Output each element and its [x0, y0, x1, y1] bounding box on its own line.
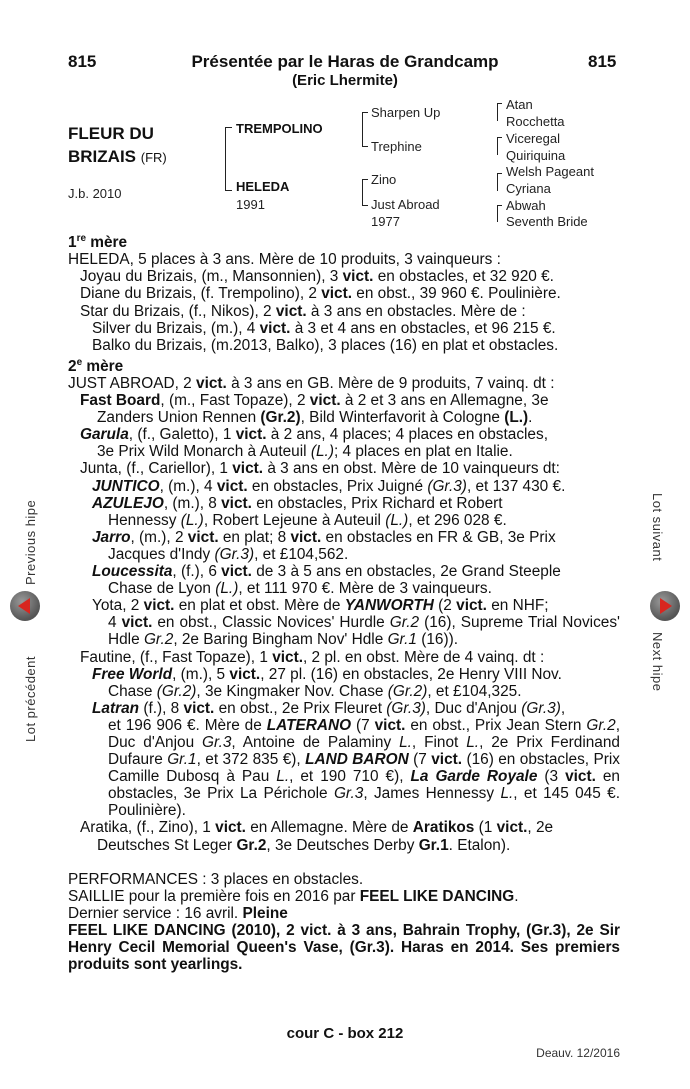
produce-record: Joyau du Brizais, (m., Mansonnien), 3 vict. en obstacles, et 32 920 €.	[80, 268, 554, 286]
consignor-title: Présentée par le Haras de Grandcamp	[191, 52, 499, 71]
pedigree-g1: Atan	[506, 97, 533, 112]
produce-record: Diane du Brizais, (f. Trempolino), 2 vict. en obst., 39 960 €. Poulinière.	[80, 285, 561, 303]
pedigree-bracket-6	[497, 173, 498, 191]
produce-record: Garula, (f., Galetto), 1 vict. à 2 ans, 4 places; 4 places en obstacles, 3e Prix Wild Monarch à Auteuil (L.); 4 places en plat en Italie.	[80, 426, 548, 461]
pedigree-bracket-3	[362, 179, 363, 205]
last-service: Dernier service : 16 avril. Pleine	[68, 904, 288, 922]
pedigree-tick	[362, 205, 368, 206]
pedigree-dam-dam: Just Abroad	[371, 197, 440, 212]
pedigree-g6: Cyriana	[506, 181, 551, 196]
family-records	[68, 230, 620, 973]
pedigree-tick	[362, 179, 368, 180]
pedigree-bracket-2	[362, 112, 363, 146]
lot-number-left: 815	[68, 52, 97, 71]
horse-name-line2	[68, 147, 167, 167]
pedigree-tick	[225, 127, 232, 128]
produce-record: Loucessita, (f.), 6 vict. de 3 à 5 ans en obstacles, 2e Grand Steeple Chase de Lyon (L.), et 111 970 €. Mère de 3 vainqueurs.	[92, 563, 561, 598]
pedigree-sire: TREMPOLINO	[236, 121, 323, 136]
horse-origin: (FR)	[140, 150, 167, 165]
pedigree-dam: HELEDA	[236, 179, 290, 194]
pedigree-tick	[362, 112, 368, 113]
pedigree-g5: Welsh Pageant	[506, 164, 594, 179]
previous-lot-label[interactable]: Lot précédent	[23, 655, 38, 742]
first-dam-heading: 1re mère	[68, 233, 128, 252]
stallion-note: FEEL LIKE DANCING (2010), 2 vict. à 3 ans, Bahrain Trophy, (Gr.3), 2e Sir Henry Cecil Memorial Queen's Vase, (Gr.3). Haras en 2014. Ses premiers produits sont yearlings.	[68, 921, 620, 974]
produce-record: AZULEJO, (m.), 8 vict. en obstacles, Prix Richard et Robert Hennessy (L.), Robert Lejeune à Auteuil (L.), et 296 028 €.	[92, 494, 507, 529]
pedigree-tick	[497, 205, 502, 206]
pedigree-bracket-1	[225, 127, 226, 191]
horse-name: BRIZAIS	[68, 147, 136, 166]
horse-description: J.b. 2010	[68, 186, 122, 201]
pedigree-sire-sire: Sharpen Up	[371, 105, 441, 120]
pedigree-g7: Abwah	[506, 198, 546, 213]
produce-record: Junta, (f., Cariellor), 1 vict. à 3 ans en obst. Mère de 10 vainqueurs dt:	[80, 460, 560, 478]
second-dam-heading: 2e mère	[68, 356, 124, 375]
previous-lot-arrow-icon[interactable]	[10, 591, 40, 621]
saillie: SAILLIE pour la première fois en 2016 par FEEL LIKE DANCING.	[68, 887, 519, 905]
stall-location: cour C - box 212	[286, 1025, 404, 1042]
previous-hipe-label[interactable]: Previous hipe	[23, 499, 38, 585]
pedigree-bracket-7	[497, 205, 498, 222]
produce-record: Star du Brizais, (f., Nikos), 2 vict. à 3 ans en obstacles. Mère de :	[80, 302, 526, 320]
pedigree-tick	[497, 137, 502, 138]
lot-number-right: 815	[588, 52, 617, 71]
produce-record: Jarro, (m.), 2 vict. en plat; 8 vict. en obstacles en FR & GB, 3e Prix Jacques d'Indy (Gr.3), et £104,562.	[92, 528, 556, 563]
pedigree-sire-dam: Trephine	[371, 139, 422, 154]
produce-record: Yota, 2 vict. en plat et obst. Mère de YANWORTH (2 vict. en NHF; 4 vict. en obst., Classic Novices' Hurdle Gr.2 (16), Supreme Trial Novices' Hdle Gr.2, 2e Baring Bingham Nov' Hdle Gr.1 (16)).	[92, 597, 620, 649]
produce-record: Silver du Brizais, (m.), 4 vict. à 3 et 4 ans en obstacles, et 96 215 €.	[92, 319, 556, 337]
pedigree-bracket-5	[497, 137, 498, 155]
produce-record: Balko du Brizais, (m.2013, Balko), 3 places (16) en plat et obstacles.	[92, 336, 559, 354]
consignor-subtitle: (Eric Lhermite)	[292, 72, 398, 89]
pedigree-g3: Viceregal	[506, 131, 560, 146]
pedigree-dam-year: 1991	[236, 197, 265, 212]
catalogue-date: Deauv. 12/2016	[536, 1046, 620, 1060]
produce-record: JUNTICO, (m.), 4 vict. en obstacles, Prix Juigné (Gr.3), et 137 430 €.	[92, 477, 566, 495]
horse-name-line1: FLEUR DU	[68, 124, 154, 143]
pedigree-tick	[362, 146, 368, 147]
second-dam-record: JUST ABROAD, 2 vict. à 3 ans en GB. Mère de 9 produits, 7 vainq. dt :	[68, 375, 555, 392]
next-hipe-label[interactable]: Next hipe	[650, 632, 665, 692]
pedigree-g8: Seventh Bride	[506, 214, 588, 229]
pedigree-dam-sire: Zino	[371, 172, 397, 187]
pedigree-dam-dam-year: 1977	[371, 214, 400, 229]
first-dam-record: HELEDA, 5 places à 3 ans. Mère de 10 produits, 3 vainqueurs :	[68, 251, 501, 269]
produce-record: Latran (f.), 8 vict. en obst., 2e Prix Fleuret (Gr.3), Duc d'Anjou (Gr.3), et 196 906 €. Mère de LATERANO (7 vict. en obst., Prix Jean Stern Gr.2, Duc d'Anjou Gr.3, Antoine de Palaminy L., Finot L., 2e Prix Ferdinand Dufaure Gr.1, et 372 835 €), LAND BARON (7 vict. (16) en obstacles, Prix Camille Dubosq à Pau L., et 190 710 €), La Garde Royale (3 vict. en obstacles, 3e Prix La Périchole Gr.3, James Hennessy L., et 145 045 €. Poulinière).	[92, 699, 621, 820]
produce-record: Aratika, (f., Zino), 1 vict. en Allemagne. Mère de Aratikos (1 vict., 2e Deutsches St Leger Gr.2, 3e Deutsches Derby Gr.1. Etalon).	[80, 819, 554, 854]
produce-record: Fautine, (f., Fast Topaze), 1 vict., 2 pl. en obst. Mère de 4 vainq. dt :	[80, 648, 545, 666]
pedigree-tick	[497, 103, 502, 104]
next-lot-arrow-icon[interactable]	[650, 591, 680, 621]
pedigree-bracket-4	[497, 103, 498, 121]
pedigree-g2: Rocchetta	[506, 114, 565, 129]
pedigree-tick	[225, 190, 232, 191]
performances: PERFORMANCES : 3 places en obstacles.	[68, 870, 364, 888]
produce-record: Free World, (m.), 5 vict., 27 pl. (16) en obstacles, 2e Henry VIII Nov. Chase (Gr.2), 3e Kingmaker Nov. Chase (Gr.2), et £104,325.	[92, 665, 562, 700]
pedigree-g4: Quiriquina	[506, 148, 566, 163]
pedigree-tick	[497, 173, 502, 174]
next-lot-label[interactable]: Lot suivant	[650, 493, 665, 562]
produce-record: Fast Board, (m., Fast Topaze), 2 vict. à 2 et 3 ans en Allemagne, 3e Zanders Union Rennen (Gr.2), Bild Winterfavorit à Cologne (L.).	[80, 392, 549, 427]
